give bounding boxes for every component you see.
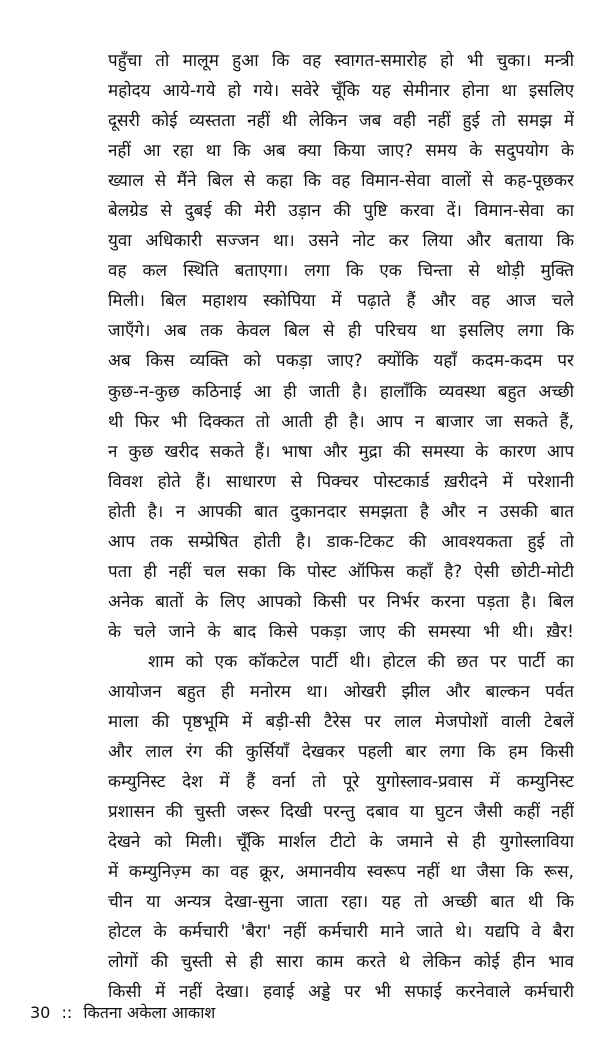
text-line: बेलग्रेड से दुबई की मेरी उड़ान की पुष्टि करवा दें। विमान-सेवा का (108, 201, 574, 222)
page-footer (30, 1001, 221, 1025)
text-line: नहीं आ रहा था कि अब क्या किया जाए? समय के सदुपयोग के (108, 141, 574, 162)
text-line: कुछ-न-कुछ कठिनाई आ ही जाती है। हालाँकि व्यवस्था बहुत अच्छी (108, 381, 574, 402)
body-text (108, 46, 574, 1008)
text-line: लोगों की चुस्ती से ही सारा काम करते थे लेकिन कोई हीन भाव (108, 952, 574, 973)
text-line: युवा अधिकारी सज्जन था। उसने नोट कर लिया और बताया कि (108, 231, 574, 252)
text-line: आप तक सम्प्रेषित होती है। डाक-टिकट की आवश्यकता हुई तो (108, 531, 574, 552)
text-line: पहुँचा तो मालूम हुआ कि वह स्वागत-समारोह हो भी चुका। मन्त्री (108, 51, 574, 71)
text-line: अब किस व्यक्ति को पकड़ा जाए? क्योंकि यहाँ कदम-कदम पर (108, 351, 574, 372)
text-line: में कम्युनिज़्म का वह क्रूर, अमानवीय स्वरूप नहीं था जैसा कि रूस, (108, 862, 574, 883)
footer-separator: :: (61, 1003, 73, 1022)
page-number: 30 (30, 1003, 51, 1022)
text-line: ख्याल से मैंने बिल से कहा कि वह विमान-सेवा वालों से कह-पूछकर (108, 171, 574, 192)
text-line: विवश होते हैं। साधारण से पिक्चर पोस्टकार्ड ख़रीदने में परेशानी (108, 471, 574, 492)
book-title: कितना अकेला आकाश (83, 1003, 216, 1022)
text-line: माला की पृष्ठभूमि में बड़ी-सी टैरेस पर लाल मेजपोशों वाली टेबलें (108, 712, 574, 733)
text-line: न कुछ खरीद सकते हैं। भाषा और मुद्रा की समस्या के कारण आप (108, 441, 574, 462)
text-line: होटल के कर्मचारी 'बैरा' नहीं कर्मचारी माने जाते थे। यद्यपि वे बैरा (108, 922, 574, 943)
text-line: आयोजन बहुत ही मनोरम था। ओखरी झील और बाल्कन पर्वत (108, 681, 574, 702)
text-line: किसी में नहीं देखा। हवाई अड्डे पर भी सफाई करनेवाले कर्मचारी (108, 982, 574, 1003)
text-line: के चले जाने के बाद किसे पकड़ा जाए की समस्या भी थी। ख़ैर! (108, 621, 574, 642)
text-line: पता ही नहीं चल सका कि पोस्ट ऑफिस कहाँ है? ऐसी छोटी-मोटी (108, 561, 574, 582)
text-line: चीन या अन्यत्र देखा-सुना जाता रहा। यह तो अच्छी बात थी कि (108, 892, 574, 913)
text-line: शाम को एक कॉकटेल पार्टी थी। होटल की छत पर पार्टी का (148, 651, 574, 672)
text-line: देखने को मिली। चूँकि मार्शल टीटो के जमाने से ही युगोस्लाविया (108, 832, 574, 853)
text-line: होती है। न आपकी बात दुकानदार समझता है और न उसकी बात (108, 501, 574, 522)
text-line: जाएँगे। अब तक केवल बिल से ही परिचय था इसलिए लगा कि (108, 321, 574, 342)
text-line: वह कल स्थिति बताएगा। लगा कि एक चिन्ता से थोड़ी मुक्ति (108, 261, 574, 282)
paragraph (108, 46, 574, 647)
text-line: महोदय आये-गये हो गये। सवेरे चूँकि यह सेमीनार होना था इसलिए (108, 81, 574, 102)
text-line: प्रशासन की चुस्ती जरूर दिखी परन्तु दबाव या घुटन जैसी कहीं नहीं (108, 802, 574, 823)
text-line: थी फिर भी दिक्कत तो आती ही है। आप न बाजार जा सकते हैं, (108, 411, 574, 432)
paragraph (108, 647, 574, 1008)
text-line: मिली। बिल महाशय स्कोपिया में पढ़ाते हैं और वह आज चले (108, 291, 574, 312)
text-line: अनेक बातों के लिए आपको किसी पर निर्भर करना पड़ता है। बिल (108, 591, 574, 612)
text-line: दूसरी कोई व्यस्तता नहीं थी लेकिन जब वही नहीं हुई तो समझ में (108, 111, 574, 132)
text-line: और लाल रंग की कुर्सियाँ देखकर पहली बार लगा कि हम किसी (108, 742, 574, 763)
text-line: कम्युनिस्ट देश में हैं वर्ना तो पूरे युगोस्लाव-प्रवास में कम्युनिस्ट (108, 772, 574, 793)
